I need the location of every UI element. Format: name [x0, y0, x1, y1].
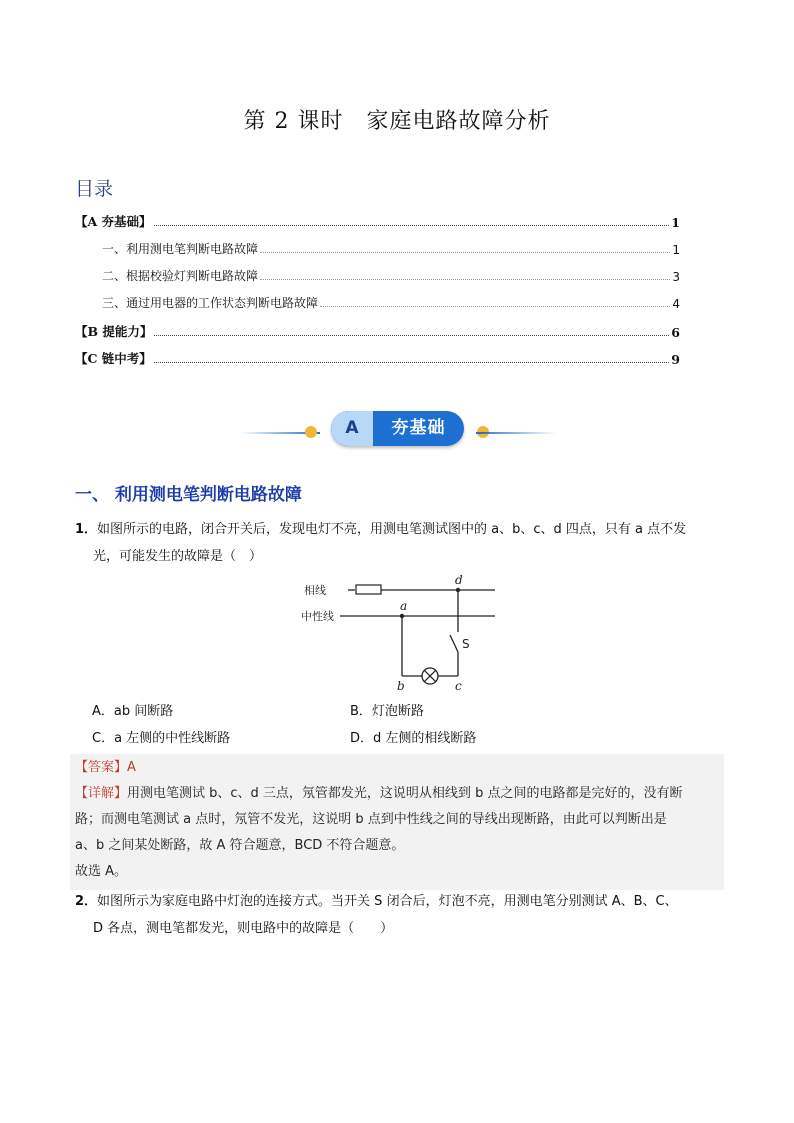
toc-page: 1 [671, 215, 680, 230]
question-2 [75, 888, 725, 942]
answer-value: A [127, 760, 136, 775]
option-b[interactable]: B．灯泡断路 [350, 704, 424, 719]
toc-label: 三、通过用电器的工作状态判断电路故障 [102, 296, 319, 310]
toc-leader [154, 335, 669, 336]
option-d[interactable]: D．d 左侧的相线断路 [350, 731, 477, 746]
answer-line [75, 754, 720, 781]
toc-row-c[interactable] [75, 349, 680, 367]
question-number: 2． [75, 894, 98, 909]
question-text: 光，可能发生的故障是（ ） [93, 549, 263, 564]
section-badge [331, 411, 464, 446]
toc-heading: 目录 [75, 178, 114, 200]
switch-label: S [462, 637, 470, 651]
detail-line-1 [75, 780, 720, 807]
point-b-label: b [397, 679, 405, 693]
page-title: 第 2 课时 家庭电路故障分析 [243, 109, 551, 134]
point-d-label: d [455, 573, 463, 587]
toc-page: 1 [672, 243, 680, 257]
badge-text: 夯基础 [391, 418, 446, 438]
answer-tag: 【答案】 [75, 760, 128, 775]
switch-icon [450, 635, 458, 652]
live-wire-label: 相线 [304, 584, 326, 597]
point-a-label: a [400, 599, 408, 613]
detail-text: 用测电笔测试 b、c、d 三点，氖管都发光，这说明从相线到 b 点之间的电路都是完好的，没有断 [127, 786, 683, 801]
option-a[interactable]: A．ab 间断路 [92, 704, 174, 719]
point-c-label: c [455, 679, 462, 693]
band-line-right [476, 432, 556, 434]
toc-label: 二、根据校验灯判断电路故障 [102, 269, 259, 283]
toc-row-a[interactable] [75, 212, 680, 230]
toc-leader [154, 362, 669, 363]
toc-row-b[interactable] [75, 322, 680, 340]
detail-line-2: 路；而测电笔测试 a 点时，氖管不发光，这说明 b 点到中性线之间的导线出现断路，由此可以判断出是 [75, 812, 667, 827]
toc-page: 9 [671, 352, 680, 367]
toc-row-1[interactable] [102, 240, 680, 257]
toc-label: 一、利用测电笔判断电路故障 [102, 242, 259, 256]
circuit-diagram [290, 572, 510, 697]
toc-label: 【B 提能力】 [75, 324, 153, 339]
option-c[interactable]: C．a 左侧的中性线断路 [92, 731, 231, 746]
section-title: 一、 利用测电笔判断电路故障 [75, 485, 302, 505]
toc-row-3[interactable] [102, 294, 680, 311]
toc-page: 6 [671, 325, 680, 340]
toc-page: 4 [672, 297, 680, 311]
conclusion: 故选 A。 [75, 864, 128, 879]
badge-letter: A [331, 411, 373, 446]
detail-line-3: a、b 之间某处断路，故 A 符合题意，BCD 不符合题意。 [75, 838, 405, 853]
toc-leader [260, 279, 670, 280]
question-number: 1． [75, 522, 98, 537]
toc-page: 3 [672, 270, 680, 284]
question-text: 如图所示的电路，闭合开关后，发现电灯不亮，用测电笔测试图中的 a、b、c、d 四点，只有 a 点不发 [97, 522, 687, 537]
toc-leader [154, 225, 670, 226]
question-text: D 各点，测电笔都发光，则电路中的故障是（ ） [93, 921, 394, 936]
question-text: 如图所示为家庭电路中灯泡的连接方式。当开关 S 闭合后，灯泡不亮，用测电笔分别测试 A、B、C、 [97, 894, 678, 909]
toc-row-2[interactable] [102, 267, 680, 284]
toc-label: 【C 链中考】 [75, 351, 152, 366]
neutral-wire-label: 中性线 [301, 610, 334, 623]
answer-box [70, 754, 724, 890]
toc-leader [320, 306, 670, 307]
detail-tag: 【详解】 [75, 786, 128, 801]
band-dot-left [305, 426, 317, 438]
question-1 [75, 516, 725, 570]
fuse-icon [356, 585, 381, 594]
toc-label: 【A 夯基础】 [75, 214, 152, 229]
toc-leader [260, 252, 670, 253]
